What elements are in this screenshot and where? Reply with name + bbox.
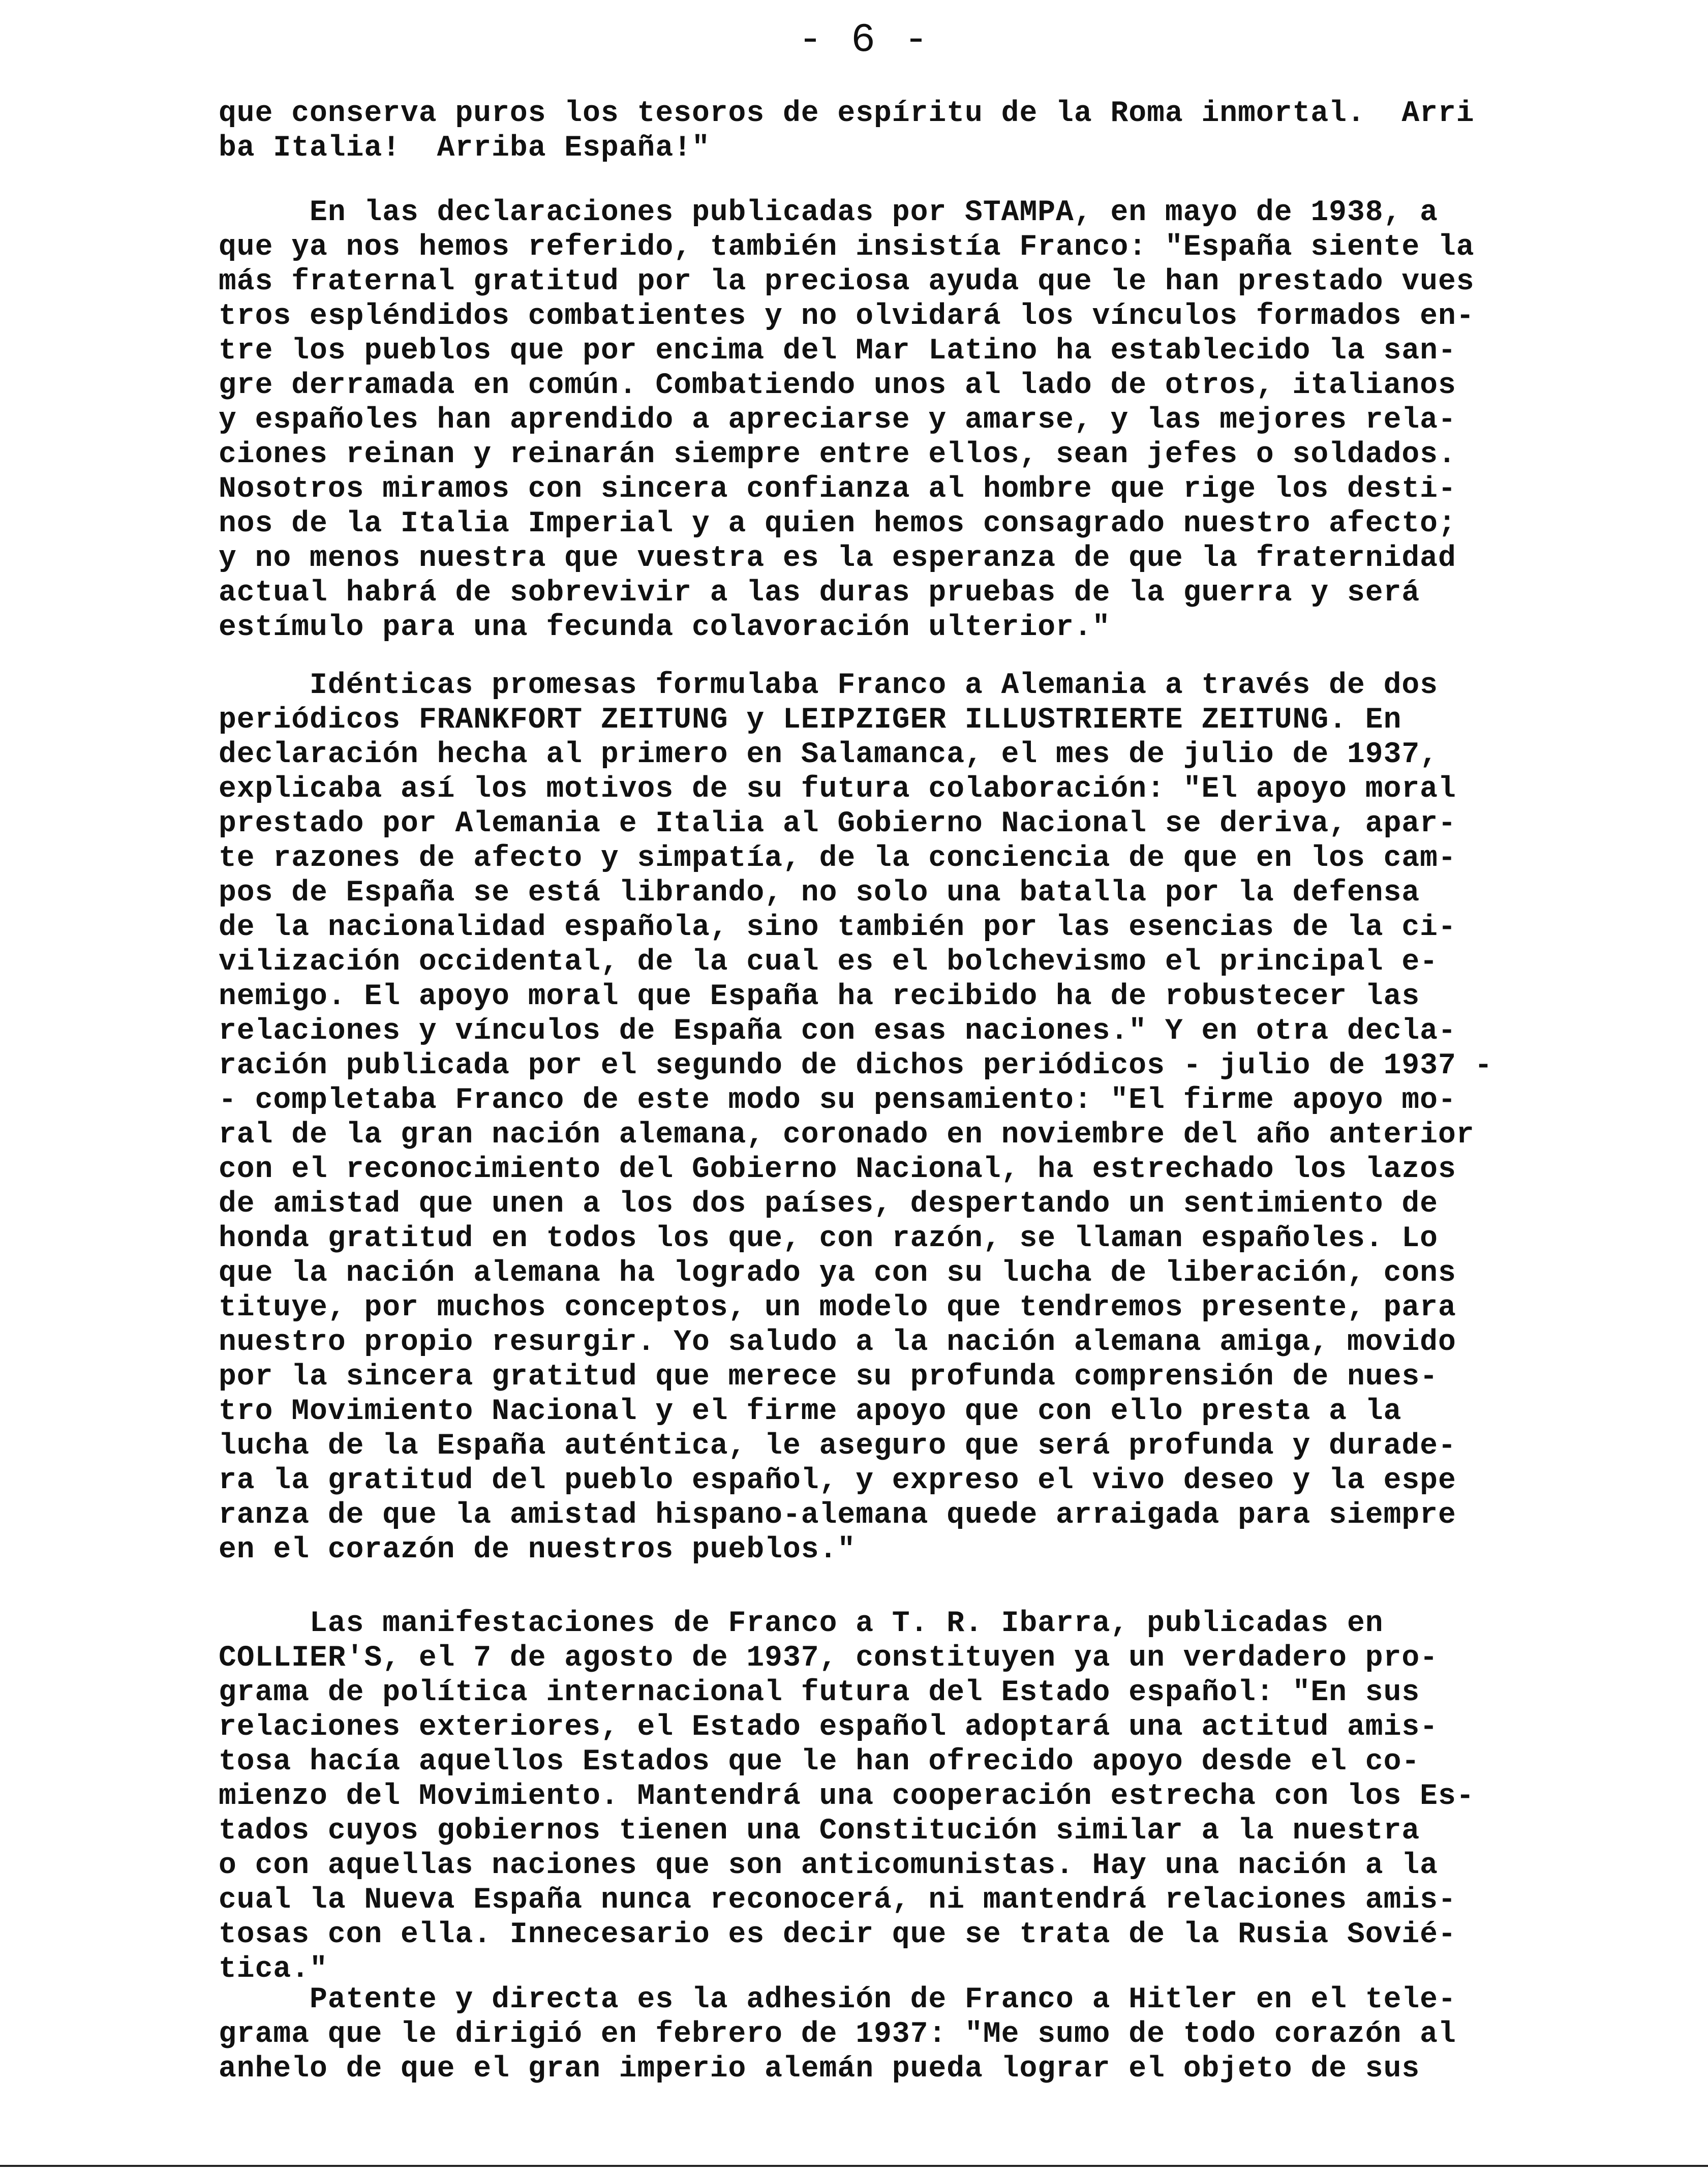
text-line: tosa hacía aquellos Estados que le han ofrecido apoyo desde el co- [219, 1745, 1420, 1778]
text-line: nos de la Italia Imperial y a quien hemos consagrado nuestro afecto; [219, 507, 1456, 540]
text-line: que la nación alemana ha logrado ya con su lucha de liberación, cons [219, 1257, 1456, 1290]
paragraph [219, 97, 1652, 166]
text-line: tro Movimiento Nacional y el firme apoyo que con ello presta a la [219, 1395, 1402, 1428]
text-line: ciones reinan y reinarán siempre entre ellos, sean jefes o soldados. [219, 438, 1456, 471]
text-line: más fraternal gratitud por la preciosa ayuda que le han prestado vues [219, 265, 1475, 298]
text-line: nemigo. El apoyo moral que España ha recibido ha de robustecer las [219, 980, 1420, 1013]
text-line: gre derramada en común. Combatiendo unos al lado de otros, italianos [219, 369, 1456, 402]
text-line: tituye, por muchos conceptos, un modelo que tendremos presente, para [219, 1291, 1456, 1324]
text-line: ración publicada por el segundo de dichos periódicos - julio de 1937 - [219, 1049, 1493, 1082]
text-line: que conserva puros los tesoros de espíritu de la Roma inmortal. Arri [219, 97, 1475, 130]
text-line: tados cuyos gobiernos tienen una Constitución similar a la nuestra [219, 1815, 1420, 1848]
text-line: estímulo para una fecunda colavoración ulterior." [219, 611, 1111, 644]
text-line: nuestro propio resurgir. Yo saludo a la nación alemana amiga, movido [219, 1326, 1456, 1359]
text-line: lucha de la España auténtica, le aseguro que será profunda y durade- [219, 1430, 1456, 1463]
text-line: vilización occidental, de la cual es el bolchevismo el principal e- [219, 946, 1438, 979]
text-line: que ya nos hemos referido, también insistía Franco: "España siente la [219, 231, 1475, 264]
text-line: Idénticas promesas formulaba Franco a Alemania a través de dos [219, 669, 1438, 702]
text-line: COLLIER'S, el 7 de agosto de 1937, constituyen ya un verdadero pro- [219, 1642, 1438, 1675]
text-line: y españoles han aprendido a apreciarse y amarse, y las mejores rela- [219, 404, 1456, 437]
text-line: relaciones y vínculos de España con esas naciones." Y en otra decla- [219, 1015, 1456, 1048]
text-line: con el reconocimiento del Gobierno Nacional, ha estrechado los lazos [219, 1153, 1456, 1186]
text-line: En las declaraciones publicadas por STAMPA, en mayo de 1938, a [219, 196, 1438, 229]
text-line: anhelo de que el gran imperio alemán pueda lograr el objeto de sus [219, 2053, 1420, 2086]
text-line: periódicos FRANKFORT ZEITUNG y LEIPZIGER ILLUSTRIERTE ZEITUNG. En [219, 704, 1402, 737]
text-line: grama de política internacional futura del Estado español: "En sus [219, 1676, 1420, 1709]
text-line: prestado por Alemania e Italia al Gobierno Nacional se deriva, apar- [219, 807, 1456, 840]
text-line: Las manifestaciones de Franco a T. R. Ibarra, publicadas en [219, 1607, 1384, 1640]
text-line: honda gratitud en todos los que, con razón, se llaman españoles. Lo [219, 1222, 1438, 1255]
page-number: - 6 - [798, 17, 931, 64]
paragraph [219, 1983, 1652, 2087]
paragraph [219, 669, 1652, 1567]
text-line: ranza de que la amistad hispano-alemana quede arraigada para siempre [219, 1499, 1456, 1532]
text-line: ral de la gran nación alemana, coronado en noviembre del año anterior [219, 1119, 1475, 1152]
text-line: actual habrá de sobrevivir a las duras pruebas de la guerra y será [219, 577, 1420, 610]
text-line: - completaba Franco de este modo su pensamiento: "El firme apoyo mo- [219, 1084, 1456, 1117]
text-line: de la nacionalidad española, sino también por las esencias de la ci- [219, 911, 1456, 944]
text-line: te razones de afecto y simpatía, de la conciencia de que en los cam- [219, 842, 1456, 875]
text-line: pos de España se está librando, no solo una batalla por la defensa [219, 877, 1420, 910]
text-line: o con aquellas naciones que son anticomunistas. Hay una nación a la [219, 1849, 1438, 1882]
text-line: ba Italia! Arriba España!" [219, 132, 710, 165]
text-line: de amistad que unen a los dos países, despertando un sentimiento de [219, 1188, 1438, 1221]
text-line: por la sincera gratitud que merece su profunda comprensión de nues- [219, 1361, 1438, 1394]
text-line: ra la gratitud del pueblo español, y expreso el vivo deseo y la espe [219, 1464, 1456, 1497]
paragraph [219, 196, 1652, 645]
text-line: grama que le dirigió en febrero de 1937: "Me sumo de todo corazón al [219, 2018, 1456, 2051]
text-line: explicaba así los motivos de su futura colaboración: "El apoyo moral [219, 773, 1456, 806]
text-line: y no menos nuestra que vuestra es la esperanza de que la fraternidad [219, 542, 1456, 575]
text-line: declaración hecha al primero en Salamanca, el mes de julio de 1937, [219, 738, 1438, 771]
text-line: mienzo del Movimiento. Mantendrá una cooperación estrecha con los Es- [219, 1780, 1475, 1813]
text-line: tosas con ella. Innecesario es decir que se trata de la Rusia Sovié- [219, 1918, 1456, 1951]
text-line: tre los pueblos que por encima del Mar Latino ha establecido la san- [219, 335, 1456, 368]
text-line: cual la Nueva España nunca reconocerá, ni mantendrá relaciones amis- [219, 1884, 1456, 1917]
text-line: Patente y directa es la adhesión de Franco a Hitler en el tele- [219, 1983, 1456, 2016]
text-line: tica." [219, 1953, 328, 1986]
text-line: relaciones exteriores, el Estado español adoptará una actitud amis- [219, 1711, 1438, 1744]
paragraph [219, 1607, 1652, 1987]
text-line: en el corazón de nuestros pueblos." [219, 1533, 856, 1566]
text-line: tros espléndidos combatientes y no olvidará los vínculos formados en- [219, 300, 1475, 333]
text-line: Nosotros miramos con sincera confianza al hombre que rige los desti- [219, 473, 1456, 506]
page-edge-rule [0, 2165, 1708, 2167]
